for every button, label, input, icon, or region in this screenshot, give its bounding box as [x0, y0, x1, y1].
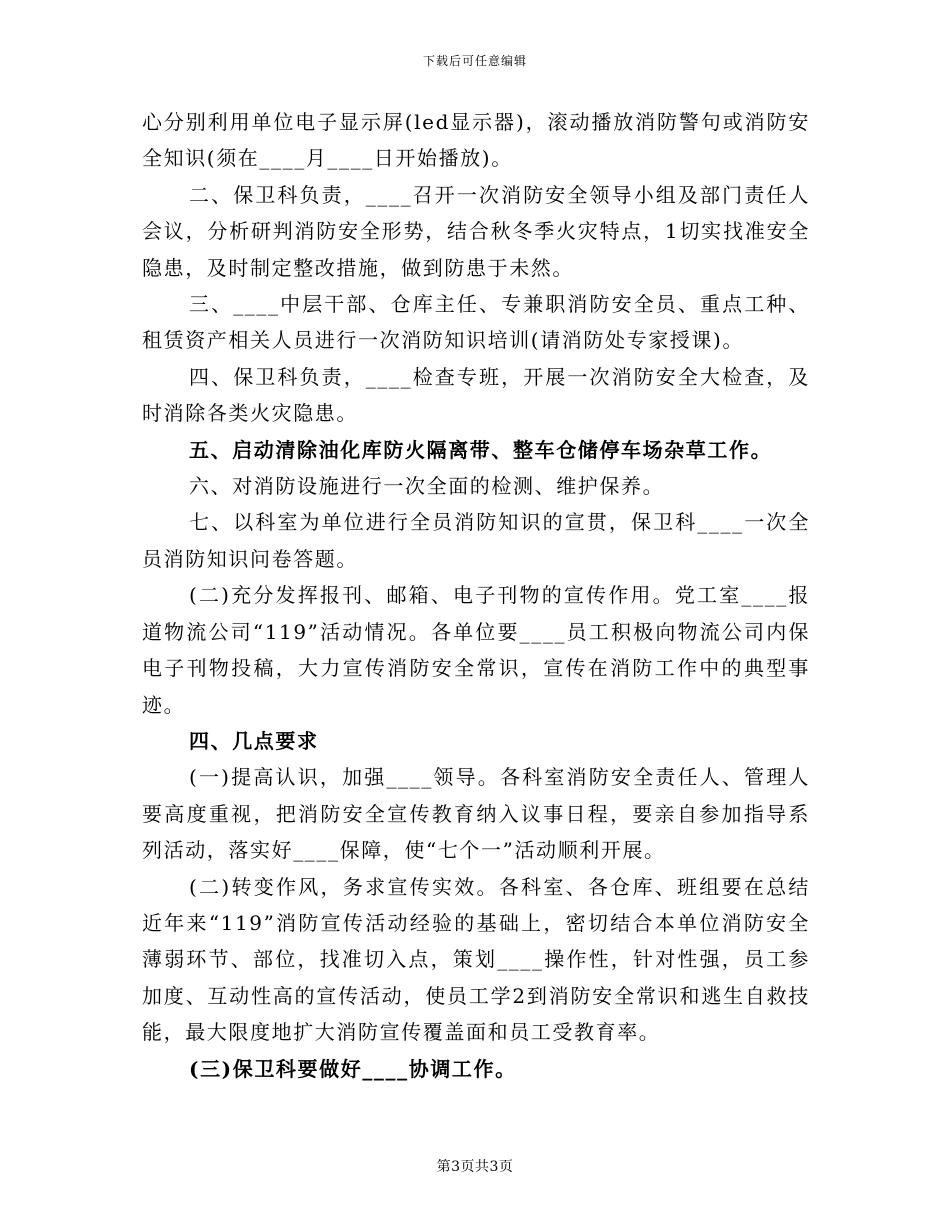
paragraph-requirement-2: (二)转变作风，务求宣传实效。各科室、各仓库、班组要在总结近年来“119”消防宣传活动经验的基础上，密切结合本单位消防安全薄弱环节、部位，找准切入点，策划____操作性，针对性强，员工参加度、互动性高的宣传活动，使员工学2到消防安全常识和逃生自救技能，最大限度地扩大消防宣传覆盖面和员工受教育率。	[142, 874, 810, 1045]
paragraph-item-2: 二、保卫科负责，____召开一次消防安全领导小组及部门责任人会议，分析研判消防安全形势，结合秋冬季火灾特点，1切实找准安全隐患，及时制定整改措施，做到防患于未然。	[142, 182, 810, 280]
paragraph-requirement-3: (三)保卫科要做好____协调工作。	[189, 1056, 517, 1081]
page-footer: 第3页共3页	[436, 1159, 514, 1175]
page-header: 下载后可任意编辑	[422, 54, 527, 68]
paragraph-item-3: 三、____中层干部、仓库主任、专兼职消防安全员、重点工种、租赁资产相关人员进行一次消防知识培训(请消防处专家授课)。	[142, 292, 810, 353]
paragraph-item-6: 六、对消防设施进行一次全面的检测、维护保养。	[189, 474, 665, 499]
paragraph-item-7: 七、以科室为单位进行全员消防知识的宣贯，保卫科____一次全员消防知识问卷答题。	[142, 510, 810, 571]
paragraph-item-5: 五、启动清除油化库防火隔离带、整车仓储停车场杂草工作。	[189, 437, 773, 462]
paragraph-continuation: 心分别利用单位电子显示屏(led显示器)，滚动播放消防警句或消防安全知识(须在____月____日开始播放)。	[142, 110, 810, 171]
paragraph-item-4: 四、保卫科负责，____检查专班，开展一次消防安全大检查，及时消除各类火灾隐患。	[142, 364, 810, 426]
section-heading-requirements: 四、几点要求	[189, 728, 319, 753]
paragraph-subsection-2: (二)充分发挥报刊、邮箱、电子刊物的宣传作用。党工室____报道物流公司“119”活动情况。各单位要____员工积极向物流公司内保电子刊物投稿，大力宣传消防安全常识，宣传在消防工作中的典型事迹。	[142, 583, 810, 717]
document-body	[142, 104, 810, 1087]
paragraph-requirement-1: (一)提高认识，加强____领导。各科室消防安全责任人、管理人要高度重视，把消防安全宣传教育纳入议事日程，要亲自参加指导系列活动，落实好____保障，使“七个一”活动顺利开展。	[142, 765, 810, 863]
